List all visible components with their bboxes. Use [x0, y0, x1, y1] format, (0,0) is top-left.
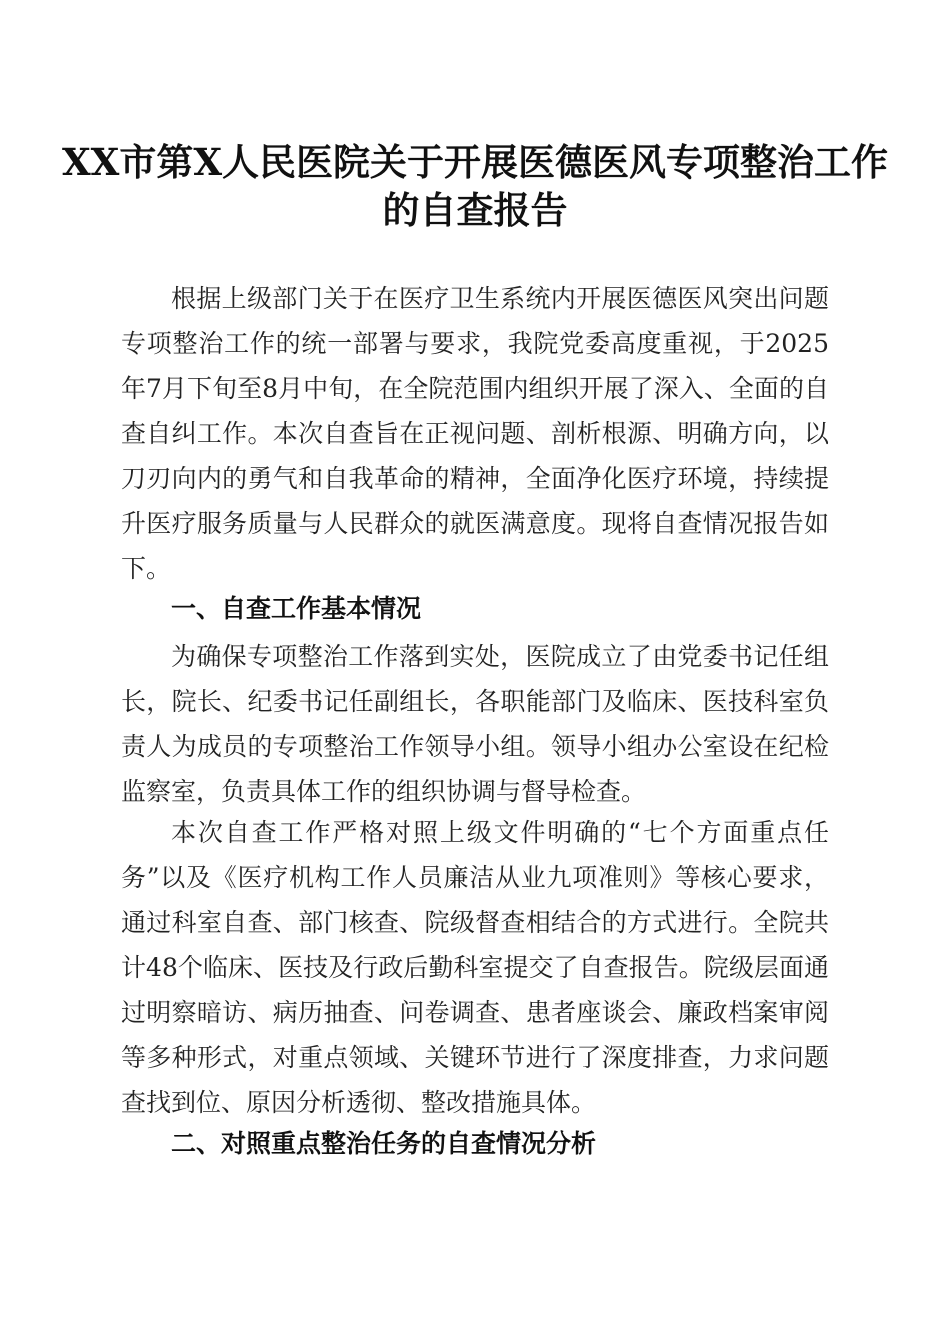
section-1-paragraph-1: 为确保专项整治工作落到实处，医院成立了由党委书记任组长，院长、纪委书记任副组长，各职能部门及临床、医技科室负责人为成员的专项整治工作领导小组。领导小组办公室设在纪检监察室，负责具体工作的组织协调与督导检查。 [121, 642, 829, 806]
intro-paragraph: 根据上级部门关于在医疗卫生系统内开展医德医风突出问题专项整治工作的统一部署与要求，我院党委高度重视，于2025年7月下旬至8月中旬，在全院范围内组织开展了深入、全面的自查自纠工作。本次自查旨在正视问题、剖析根源、明确方向，以刀刃向内的勇气和自我革命的精神，全面净化医疗环境，持续提升医疗服务质量与人民群众的就医满意度。现将自查情况报告如下。 [121, 284, 829, 583]
section-2-heading: 二、对照重点整治任务的自查情况分析 [171, 1129, 597, 1158]
section-1-paragraph-2: 本次自查工作严格对照上级文件明确的“七个方面重点任务”以及《医疗机构工作人员廉洁从业九项准则》等核心要求，通过科室自查、部门核查、院级督查相结合的方式进行。全院共计48个临床、医技及行政后勤科室提交了自查报告。院级层面通过明察暗访、病历抽查、问卷调查、患者座谈会、廉政档案审阅等多种形式，对重点领域、关键环节进行了深度排查，力求问题查找到位、原因分析透彻、整改措施具体。 [121, 818, 829, 1117]
section-1-heading: 一、自查工作基本情况 [171, 594, 422, 623]
document-title: XX市第X人民医院关于开展医德医风专项整治工作的自查报告 [61, 140, 889, 232]
